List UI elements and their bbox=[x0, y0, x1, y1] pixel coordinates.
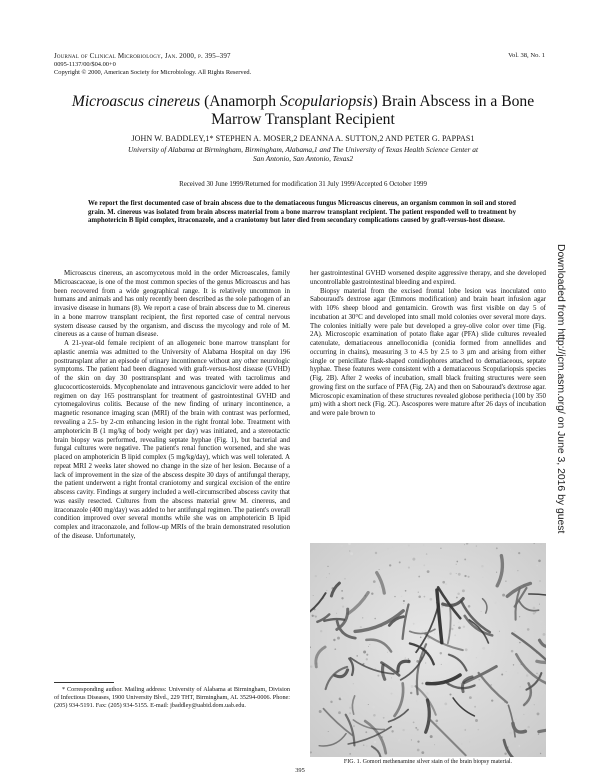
tissue-speckle bbox=[423, 544, 424, 545]
tissue-speckle bbox=[458, 573, 461, 576]
tissue-speckle bbox=[413, 722, 415, 724]
tissue-speckle bbox=[398, 739, 400, 741]
tissue-speckle bbox=[360, 626, 362, 628]
title-anamorph: Scopulariopsis bbox=[279, 93, 373, 110]
tissue-speckle bbox=[460, 682, 461, 683]
tissue-speckle bbox=[422, 717, 424, 719]
tissue-speckle bbox=[412, 558, 415, 561]
tissue-speckle bbox=[389, 564, 391, 566]
tissue-speckle bbox=[390, 693, 392, 695]
tissue-speckle bbox=[506, 671, 507, 672]
tissue-speckle bbox=[477, 687, 478, 688]
tissue-speckle bbox=[523, 714, 524, 715]
tissue-speckle bbox=[458, 626, 461, 629]
figure-1-micrograph bbox=[310, 543, 546, 757]
tissue-speckle bbox=[350, 552, 353, 555]
tissue-speckle bbox=[408, 544, 410, 546]
tissue-speckle bbox=[422, 698, 423, 699]
tissue-speckle bbox=[476, 546, 477, 547]
tissue-speckle bbox=[449, 573, 451, 575]
tissue-speckle bbox=[411, 685, 414, 688]
tissue-speckle bbox=[511, 650, 514, 653]
tissue-speckle bbox=[372, 706, 375, 709]
tissue-speckle bbox=[391, 730, 393, 732]
tissue-speckle bbox=[405, 590, 407, 592]
tissue-speckle bbox=[435, 719, 438, 722]
tissue-speckle bbox=[457, 592, 460, 595]
tissue-speckle bbox=[494, 602, 496, 604]
tissue-speckle bbox=[501, 674, 503, 676]
author-list: JOHN W. BADDLEY,1* STEPHEN A. MOSER,2 DEANNA A. SUTTON,2 AND PETER G. PAPPAS1 bbox=[131, 134, 475, 143]
title-anamorph-prefix: (Anamorph bbox=[200, 93, 280, 110]
tissue-speckle bbox=[513, 664, 514, 665]
tissue-speckle bbox=[403, 603, 404, 604]
tissue-speckle bbox=[504, 752, 506, 754]
tissue-speckle bbox=[538, 559, 541, 562]
tissue-speckle bbox=[533, 612, 535, 614]
tissue-speckle bbox=[401, 596, 402, 597]
tissue-speckle bbox=[518, 552, 520, 554]
tissue-speckle bbox=[518, 745, 520, 747]
tissue-speckle bbox=[543, 633, 546, 636]
tissue-speckle bbox=[430, 598, 433, 601]
tissue-speckle bbox=[515, 718, 517, 720]
tissue-speckle bbox=[417, 749, 420, 752]
tissue-speckle bbox=[314, 615, 315, 616]
tissue-speckle bbox=[482, 577, 483, 578]
tissue-speckle bbox=[383, 717, 385, 719]
affiliations bbox=[60, 145, 546, 164]
tissue-speckle bbox=[375, 552, 377, 554]
tissue-speckle bbox=[379, 587, 380, 588]
tissue-speckle bbox=[328, 731, 329, 732]
tissue-speckle bbox=[496, 572, 497, 573]
tissue-speckle bbox=[408, 567, 410, 569]
tissue-speckle bbox=[537, 712, 540, 715]
footnote-rule bbox=[54, 682, 114, 683]
issn-line: 0095-1137/00/$04.00+0 bbox=[54, 60, 116, 68]
tissue-speckle bbox=[416, 700, 418, 702]
tissue-speckle bbox=[387, 652, 388, 653]
tissue-speckle bbox=[420, 636, 422, 638]
tissue-speckle bbox=[366, 745, 367, 746]
tissue-speckle bbox=[497, 691, 498, 692]
tissue-speckle bbox=[313, 595, 314, 596]
tissue-speckle bbox=[478, 729, 480, 731]
tissue-speckle bbox=[445, 583, 447, 585]
tissue-speckle bbox=[483, 742, 484, 743]
journal-header bbox=[54, 52, 434, 78]
title-organism: Microascus cinereus bbox=[71, 93, 201, 110]
tissue-speckle bbox=[349, 707, 351, 709]
tissue-speckle bbox=[427, 570, 430, 573]
tissue-speckle bbox=[537, 674, 539, 676]
tissue-speckle bbox=[337, 637, 340, 640]
tissue-speckle bbox=[444, 703, 447, 706]
tissue-speckle bbox=[403, 600, 405, 602]
body-column-right bbox=[310, 269, 546, 418]
tissue-speckle bbox=[499, 700, 502, 703]
tissue-speckle bbox=[482, 647, 485, 650]
tissue-speckle bbox=[373, 580, 376, 583]
tissue-speckle bbox=[417, 729, 419, 731]
tissue-speckle bbox=[536, 564, 538, 566]
affiliation-line-2: San Antonio, San Antonio, Texas2 bbox=[252, 154, 354, 164]
tissue-speckle bbox=[392, 546, 393, 547]
tissue-speckle bbox=[538, 734, 539, 735]
tissue-speckle bbox=[408, 658, 409, 659]
tissue-speckle bbox=[426, 692, 429, 695]
tissue-speckle bbox=[464, 544, 465, 545]
tissue-speckle bbox=[353, 725, 355, 727]
tissue-speckle bbox=[519, 642, 521, 644]
tissue-speckle bbox=[333, 639, 335, 641]
tissue-speckle bbox=[329, 573, 330, 574]
tissue-speckle bbox=[411, 557, 412, 558]
corresponding-author-note: * Corresponding author. Mailing address: University of Alabama at Birmingham, Division of Infectious Diseases, 1900 University Blvd., 229 THT, Birmingham, AL 35294-0006. Phone: (205) 934-5191. Fax: (205) 934-5155. E-mail: jbaddley@uabid.dom.uab.edu. bbox=[54, 686, 290, 709]
tissue-speckle bbox=[474, 706, 476, 708]
tissue-speckle bbox=[502, 594, 505, 597]
tissue-speckle bbox=[369, 644, 370, 645]
tissue-speckle bbox=[441, 664, 442, 665]
tissue-speckle bbox=[341, 697, 343, 699]
tissue-speckle bbox=[464, 575, 466, 577]
tissue-speckle bbox=[337, 609, 339, 611]
tissue-speckle bbox=[536, 673, 538, 675]
tissue-speckle bbox=[312, 615, 314, 617]
tissue-speckle bbox=[365, 731, 367, 733]
tissue-speckle bbox=[519, 686, 521, 688]
tissue-speckle bbox=[458, 622, 459, 623]
tissue-speckle bbox=[527, 628, 530, 631]
tissue-speckle bbox=[366, 654, 368, 656]
tissue-speckle bbox=[334, 648, 336, 650]
tissue-speckle bbox=[468, 576, 470, 578]
tissue-speckle bbox=[481, 565, 484, 568]
title-suffix: ) Brain Abscess in a Bone Marrow Transplant Recipient bbox=[211, 93, 535, 128]
tissue-speckle bbox=[509, 732, 512, 735]
tissue-speckle bbox=[540, 753, 541, 754]
tissue-speckle bbox=[510, 549, 511, 550]
tissue-speckle bbox=[526, 674, 529, 677]
tissue-speckle bbox=[539, 580, 540, 581]
tissue-speckle bbox=[434, 744, 435, 745]
tissue-speckle bbox=[414, 660, 415, 661]
tissue-speckle bbox=[341, 590, 343, 592]
tissue-speckle bbox=[391, 677, 392, 678]
tissue-speckle bbox=[417, 740, 419, 742]
tissue-speckle bbox=[451, 628, 453, 630]
tissue-speckle bbox=[414, 651, 415, 652]
tissue-speckle bbox=[326, 577, 327, 578]
tissue-speckle bbox=[402, 729, 404, 731]
tissue-speckle bbox=[468, 605, 471, 608]
tissue-speckle bbox=[349, 551, 350, 552]
paragraph: A 21-year-old female recipient of an allogeneic bone marrow transplant for aplastic anemia was admitted to the University of Alabama Hospital on day 196 posttransplant after an episode of urinary incontinence without any other neurologic symptoms. The patient had been diagnosed with graft-versus-host disease (GVHD) of the skin on day 30 posttransplant and was treated with tacrolimus and glucocorticosteroids. Mycophenolate and intravenous ganciclovir were added to her regimen on day 165 posttransplant for treatment of gastrointestinal GVHD and cytomegalovirus colitis. Because of the new finding of urinary incontinence, a magnetic resonance imaging scan (MRI) of the brain with contrast was performed, revealing a 2.5- by 2-cm enhancing lesion in the right frontal lobe. Treatment with amphotericin B (1 mg/kg of body weight per day) was initiated, and a stereotactic brain biopsy was performed, revealing septate hyphae (Fig. 1), but bacterial and fungal cultures were negative. The patient's renal function worsened, and she was placed on amphotericin B lipid complex (5 mg/kg/day), which was well tolerated. A repeat MRI 2 weeks later showed no change in the size of her lesion. Because of a lack of improvement in the size of the abscess despite 30 days of antifungal therapy, the patient underwent a right frontal craniotomy and surgical excision of the entire abscess cavity. Findings at surgery included a well-circumscribed abscess cavity that was easily resected. Cultures from the abscess material grew M. cinereus, and itraconazole (400 mg/day) was added to her antifungal regimen. The patient's overall condition improved over several months while she was on amphotericin B lipid complex and itraconazole, and follow-up MRIs of the brain demonstrated resolution of the disease. Unfortunately, bbox=[54, 339, 290, 540]
tissue-speckle bbox=[377, 675, 379, 677]
affiliation-line-1: University of Alabama at Birmingham, Birmingham, Alabama,1 and The University of Texas Health Science Center at bbox=[127, 145, 479, 154]
tissue-speckle bbox=[418, 576, 420, 578]
tissue-speckle bbox=[476, 657, 477, 658]
tissue-speckle bbox=[326, 590, 327, 591]
tissue-speckle bbox=[330, 701, 332, 703]
paragraph: Microascus cinereus, an ascomycetous mold in the order Microascales, family Microascaceae, is one of the most common species of the genus Microascus and has been recovered from a wide geographical range. It is relatively uncommon in humans and animals and has only recently been described as the sole pathogen of an invasive disease in humans (8). We report a case of brain abscess due to M. cinereus in a bone marrow transplant recipient, the first reported case of central nervous system disease caused by the organism, and discuss the mycology and role of M. cinereus as a cause of human disease. bbox=[54, 269, 290, 339]
tissue-speckle bbox=[454, 634, 456, 636]
tissue-speckle bbox=[410, 692, 412, 694]
tissue-speckle bbox=[418, 596, 421, 599]
tissue-speckle bbox=[327, 566, 328, 567]
tissue-speckle bbox=[373, 714, 376, 717]
tissue-speckle bbox=[463, 626, 465, 628]
tissue-speckle bbox=[415, 727, 417, 729]
tissue-speckle bbox=[394, 596, 395, 597]
tissue-speckle bbox=[310, 665, 312, 668]
tissue-speckle bbox=[356, 655, 358, 657]
tissue-speckle bbox=[491, 699, 493, 701]
tissue-speckle bbox=[540, 544, 541, 545]
tissue-speckle bbox=[349, 712, 351, 714]
tissue-speckle bbox=[496, 547, 498, 549]
tissue-speckle bbox=[344, 578, 345, 579]
tissue-speckle bbox=[338, 711, 341, 714]
tissue-speckle bbox=[464, 558, 466, 560]
tissue-speckle bbox=[374, 741, 376, 743]
tissue-speckle bbox=[469, 741, 470, 742]
tissue-speckle bbox=[456, 573, 457, 574]
body-column-left bbox=[54, 269, 290, 541]
tissue-speckle bbox=[371, 592, 373, 594]
received-dates: Received 30 June 1999/Returned for modification 31 July 1999/Accepted 6 October 1999 bbox=[179, 181, 427, 188]
tissue-speckle bbox=[499, 631, 500, 632]
tissue-speckle bbox=[411, 739, 412, 740]
tissue-speckle bbox=[368, 704, 369, 705]
article-title bbox=[60, 93, 546, 129]
tissue-speckle bbox=[388, 548, 389, 549]
tissue-speckle bbox=[449, 693, 451, 695]
tissue-speckle bbox=[527, 726, 529, 728]
tissue-speckle bbox=[479, 679, 480, 680]
tissue-speckle bbox=[413, 623, 415, 625]
tissue-speckle bbox=[374, 618, 376, 620]
abstract: We report the first documented case of brain abscess due to the dematiaceous fungus Microascus cinereus, an organism common in soil and stored grain. M. cinereus was isolated from brain abscess material from a bone marrow transplant recipient. The patient responded well to treatment by amphotericin B lipid complex, itraconazole, and a craniotomy but later died from secondary complications caused by graft-versus-host disease. bbox=[88, 200, 516, 225]
tissue-speckle bbox=[426, 553, 427, 554]
tissue-speckle bbox=[422, 631, 423, 632]
tissue-speckle bbox=[475, 719, 478, 722]
paragraph: her gastrointestinal GVHD worsened despite aggressive therapy, and she developed uncontrollable gastrointestinal bleeding and expired. bbox=[310, 269, 546, 286]
tissue-speckle bbox=[425, 662, 426, 663]
tissue-speckle bbox=[456, 597, 458, 599]
tissue-speckle bbox=[319, 710, 322, 713]
tissue-speckle bbox=[349, 753, 351, 755]
tissue-speckle bbox=[509, 703, 511, 705]
tissue-speckle bbox=[434, 633, 435, 634]
tissue-speckle bbox=[514, 631, 516, 633]
tissue-speckle bbox=[423, 564, 425, 566]
tissue-speckle bbox=[465, 648, 468, 651]
tissue-speckle bbox=[421, 751, 424, 754]
tissue-speckle bbox=[418, 592, 419, 593]
tissue-speckle bbox=[442, 581, 445, 584]
tissue-speckle bbox=[539, 604, 540, 605]
tissue-speckle bbox=[399, 561, 401, 563]
tissue-speckle bbox=[422, 682, 424, 684]
tissue-speckle bbox=[436, 723, 437, 724]
tissue-speckle bbox=[456, 561, 458, 563]
tissue-speckle bbox=[438, 754, 440, 756]
tissue-speckle bbox=[533, 607, 536, 610]
journal-line: Journal of Clinical Microbiology, Jan. 2000, p. 395–397 bbox=[54, 52, 231, 60]
paragraph: Biopsy material from the excised frontal lobe lesion was inoculated onto Sabouraud's dextrose agar (Emmons modification) and brain heart infusion agar with 10% sheep blood and gentamicin. Growth was first visible on day 5 of incubation at 30°C and developed into small mold colonies over several more days. The colonies initially were pale but developed a grey-olive color over time (Fig. 2A). Microscopic examination of potato flake agar (PFA) slide cultures revealed catenulate, dematiaceous annelloconidia (conidia formed from annellides and occurring in chains), measuring 3 to 4.5 by 2.5 to 3 μm and arising from either single or penicillate flask-shaped conidiophores attached to dematiaceous, septate hyphae. These features were consistent with a dematiaceous Scopulariopsis species (Fig. 2B). After 2 weeks of incubation, small black fruiting structures were seen growing first on the surface of PFA (Fig. 2A) and then on Sabouraud's dextrose agar. Microscopic examination of these structures revealed globose perithecia (100 by 350 μm) with a short neck (Fig. 2C). Ascospores were mature after 26 days of incubation and were pale brown to bbox=[310, 286, 546, 418]
tissue-speckle bbox=[481, 611, 482, 612]
download-notice: Downloaded from http://jcm.asm.org/ on June 3, 2016 by guest bbox=[555, 244, 566, 534]
tissue-speckle bbox=[363, 651, 366, 654]
footnote bbox=[54, 686, 290, 709]
tissue-speckle bbox=[461, 744, 462, 745]
tissue-speckle bbox=[353, 683, 354, 684]
tissue-speckle bbox=[424, 630, 426, 632]
tissue-speckle bbox=[342, 605, 344, 607]
micrograph-image bbox=[310, 543, 546, 757]
tissue-speckle bbox=[540, 620, 542, 622]
page-number: 395 bbox=[295, 767, 305, 774]
tissue-speckle bbox=[320, 630, 322, 632]
tissue-speckle bbox=[534, 704, 535, 705]
tissue-speckle bbox=[430, 735, 433, 738]
tissue-speckle bbox=[405, 657, 407, 659]
tissue-speckle bbox=[505, 580, 507, 582]
tissue-speckle bbox=[462, 589, 465, 592]
tissue-speckle bbox=[368, 646, 369, 647]
volume-info: Vol. 38, No. 1 bbox=[508, 52, 545, 59]
tissue-speckle bbox=[519, 616, 520, 617]
tissue-speckle bbox=[366, 658, 368, 660]
tissue-speckle bbox=[454, 625, 455, 626]
tissue-speckle bbox=[440, 547, 442, 549]
tissue-speckle bbox=[336, 613, 337, 614]
tissue-speckle bbox=[433, 590, 434, 591]
figure-caption: FIG. 1. Gomori methenamine silver stain of the brain biopsy material. bbox=[343, 759, 513, 765]
tissue-speckle bbox=[341, 597, 343, 599]
tissue-speckle bbox=[469, 696, 472, 699]
tissue-speckle bbox=[465, 729, 466, 730]
tissue-speckle bbox=[517, 672, 518, 673]
copyright-line: Copyright © 2000, American Society for Microbiology. All Rights Reserved. bbox=[54, 69, 252, 77]
tissue-speckle bbox=[456, 564, 457, 565]
tissue-speckle bbox=[424, 596, 426, 598]
tissue-speckle bbox=[363, 744, 365, 746]
tissue-speckle bbox=[379, 569, 380, 570]
tissue-speckle bbox=[440, 652, 442, 654]
tissue-speckle bbox=[315, 575, 317, 577]
tissue-speckle bbox=[362, 617, 363, 618]
tissue-speckle bbox=[517, 570, 518, 571]
tissue-speckle bbox=[375, 668, 376, 669]
tissue-speckle bbox=[340, 544, 342, 546]
tissue-speckle bbox=[354, 749, 355, 750]
